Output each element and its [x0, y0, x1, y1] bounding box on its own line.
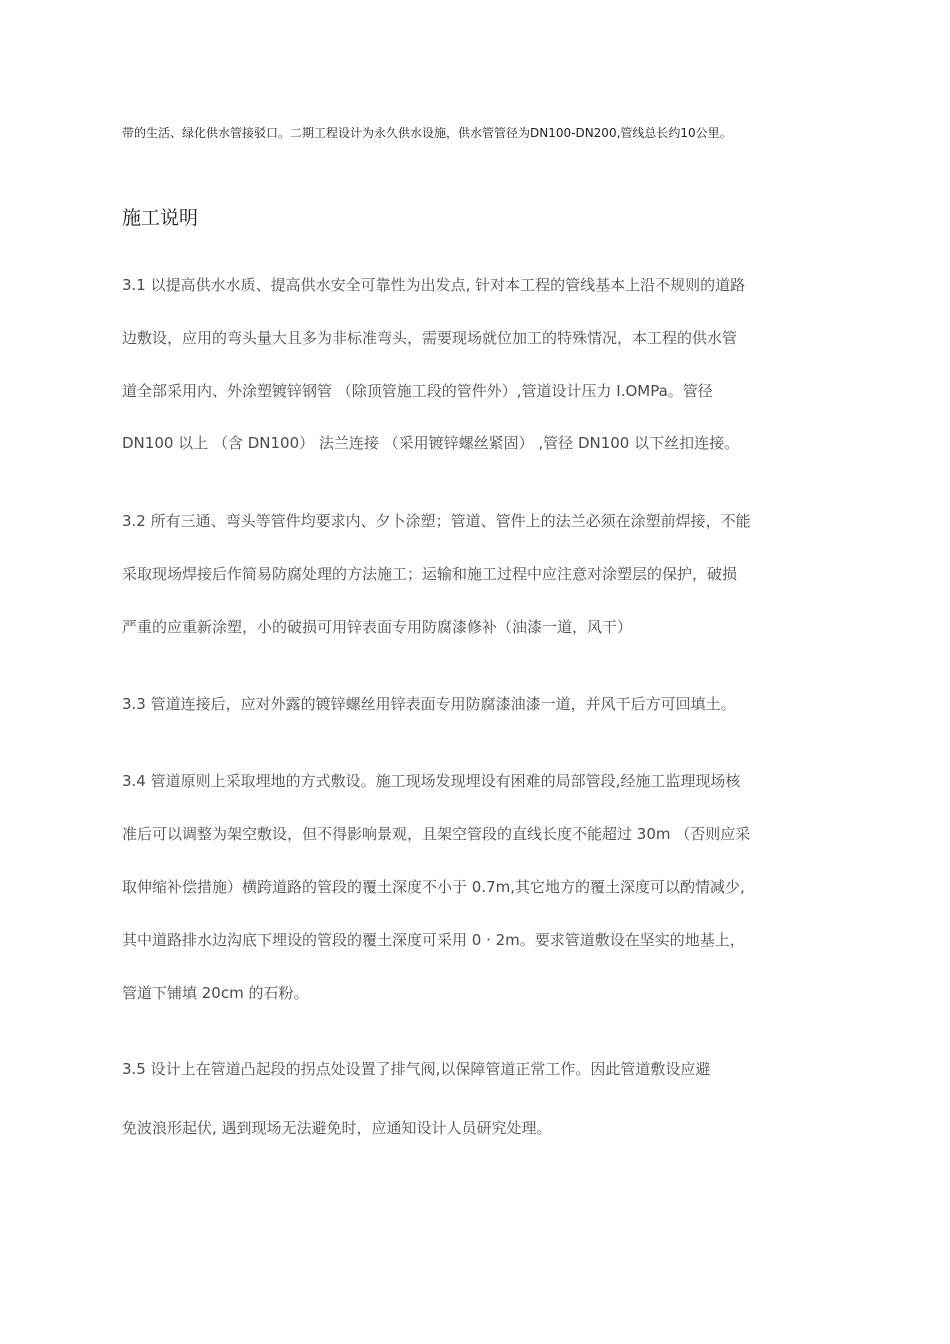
section-title: 施工说明 [122, 207, 199, 229]
paragraph-3-4-line-5: 管道下铺填 20cm 的石粉。 [122, 984, 309, 1002]
paragraph-3-1-line-1: 3.1 以提高供水水质、提高供水安全可靠性为出发点, 针对本工程的管线基本上沿不规则的道路 [122, 276, 746, 294]
paragraph-3-4-line-4: 其中道路排水边沟底下埋设的管段的覆土深度可采用 0 · 2m。要求管道敷设在坚实的地基上， [122, 931, 745, 949]
paragraph-3-3-line-1: 3.3 管道连接后，应对外露的镀锌螺丝用锌表面专用防腐漆油漆一道，并风干后方可回填土。 [122, 695, 736, 713]
intro-line: 带的生活、绿化供水管接驳口。二期工程设计为永久供水设施，供水管管径为DN100-DN200,管线总长约10公里。 [122, 126, 732, 140]
paragraph-3-5-line-2: 免波浪形起伏, 遇到现场无法避免时，应通知设计人员研究处理。 [122, 1119, 552, 1137]
paragraph-3-1-line-2: 边敷设，应用的弯头量大且多为非标准弯头，需要现场就位加工的特殊情况，本工程的供水管 [122, 329, 738, 347]
paragraph-3-4-line-3: 取伸缩补偿措施）横跨道路的管段的覆土深度不小于 0.7m,其它地方的覆土深度可以酌情减少, [122, 878, 745, 896]
paragraph-3-4-line-2: 准后可以调整为架空敷设，但不得影响景观，且架空管段的直线长度不能超过 30m （否则应采 [122, 825, 751, 843]
paragraph-3-2-line-1: 3.2 所有三通、弯头等管件均要求内、夕卜涂塑；管道、管件上的法兰必须在涂塑前焊接，不能 [122, 512, 751, 530]
paragraph-3-1-line-3: 道全部采用内、外涂塑镀锌钢管 （除顶管施工段的管件外）,管道设计压力 I.OMPa。管径 [122, 382, 713, 400]
paragraph-3-5-line-1: 3.5 设计上在管道凸起段的拐点处设置了排气阀,以保障管道正常工作。因此管道敷设应避 [122, 1060, 711, 1078]
paragraph-3-2-line-3: 严重的应重新涂塑，小的破损可用锌表面专用防腐漆修补（油漆一道，风干） [122, 618, 633, 636]
paragraph-3-1-line-4: DN100 以上 （含 DN100） 法兰连接 （采用镀锌螺丝紧固） ,管径 DN100 以下丝扣连接。 [122, 434, 740, 452]
paragraph-3-2-line-2: 采取现场焊接后作简易防腐处理的方法施工；运输和施工过程中应注意对涂塑层的保护，破损 [122, 565, 738, 583]
paragraph-3-4-line-1: 3.4 管道原则上采取埋地的方式敷设。施工现场发现埋设有困难的局部管段,经施工监理现场核 [122, 772, 741, 790]
